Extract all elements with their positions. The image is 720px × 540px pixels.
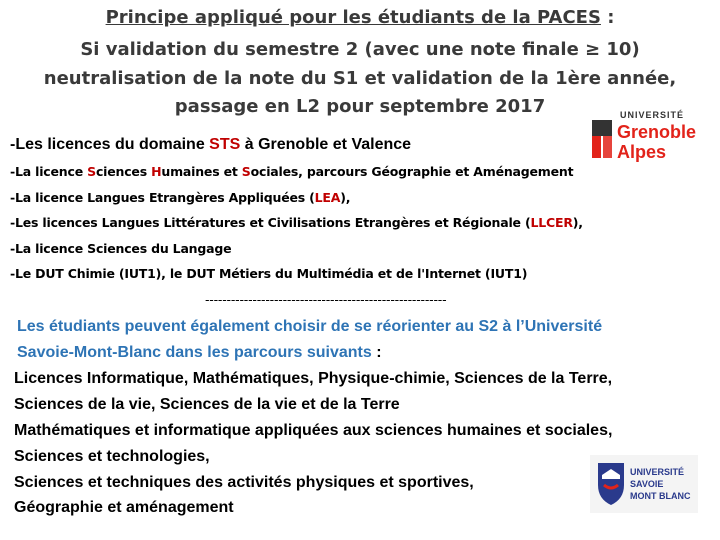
- svg-text:UNIVERSITÉ: UNIVERSITÉ: [620, 110, 685, 120]
- reorient-line2: Savoie-Mont-Blanc dans les parcours suivants :: [17, 344, 382, 361]
- list-item-lea: -La licence Langues Etrangères Appliquées (LEA),: [10, 190, 351, 205]
- parcours-item: Géographie et aménagement: [14, 499, 234, 516]
- svg-text:Alpes: Alpes: [617, 142, 667, 162]
- universite-grenoble-alpes-logo: [590, 108, 715, 172]
- list-item-llcer: -Les licences Langues Littératures et Civilisations Etrangères et Régionale (LLCER),: [10, 215, 583, 230]
- parcours-item: Sciences de la vie, Sciences de la vie et de la Terre: [14, 396, 400, 413]
- svg-text:UNIVERSITÉ: UNIVERSITÉ: [630, 467, 685, 477]
- sts-heading: -Les licences du domaine STS à Grenoble et Valence: [10, 136, 412, 153]
- title-line4: passage en L2 pour septembre 2017: [174, 96, 546, 117]
- universite-savoie-mont-blanc-logo: [590, 455, 698, 513]
- title-line3: neutralisation de la note du S1 et validation de la 1ère année,: [43, 68, 677, 89]
- title-line2: Si validation du semestre 2 (avec une note finale ≥ 10): [80, 39, 640, 60]
- separator: --------------------------------------------------------: [205, 292, 447, 307]
- parcours-item: Mathématiques et informatique appliquées aux sciences humaines et sociales,: [14, 422, 613, 439]
- title-colon: :: [600, 7, 615, 28]
- svg-text:Grenoble: Grenoble: [617, 122, 697, 142]
- reorient-line1: Les étudiants peuvent également choisir de se réorienter au S2 à l’Université: [17, 318, 603, 335]
- list-item-shs: -La licence Sciences Humaines et Sociales, parcours Géographie et Aménagement: [10, 164, 574, 179]
- svg-text:MONT BLANC: MONT BLANC: [630, 491, 691, 501]
- svg-text:SAVOIE: SAVOIE: [630, 479, 664, 489]
- list-item-dut: -Le DUT Chimie (IUT1), le DUT Métiers du Multimédia et de l'Internet (IUT1): [10, 266, 528, 281]
- parcours-item: Licences Informatique, Mathématiques, Physique-chimie, Sciences de la Terre,: [14, 370, 613, 387]
- sts-highlight: STS: [209, 136, 241, 153]
- list-item-sciences-langage: -La licence Sciences du Langage: [10, 241, 232, 256]
- title-line1: Principe appliqué pour les étudiants de la PACES: [105, 7, 601, 28]
- page-title: [0, 5, 720, 31]
- parcours-item: Sciences et techniques des activités physiques et sportives,: [14, 474, 474, 491]
- parcours-item: Sciences et technologies,: [14, 448, 210, 465]
